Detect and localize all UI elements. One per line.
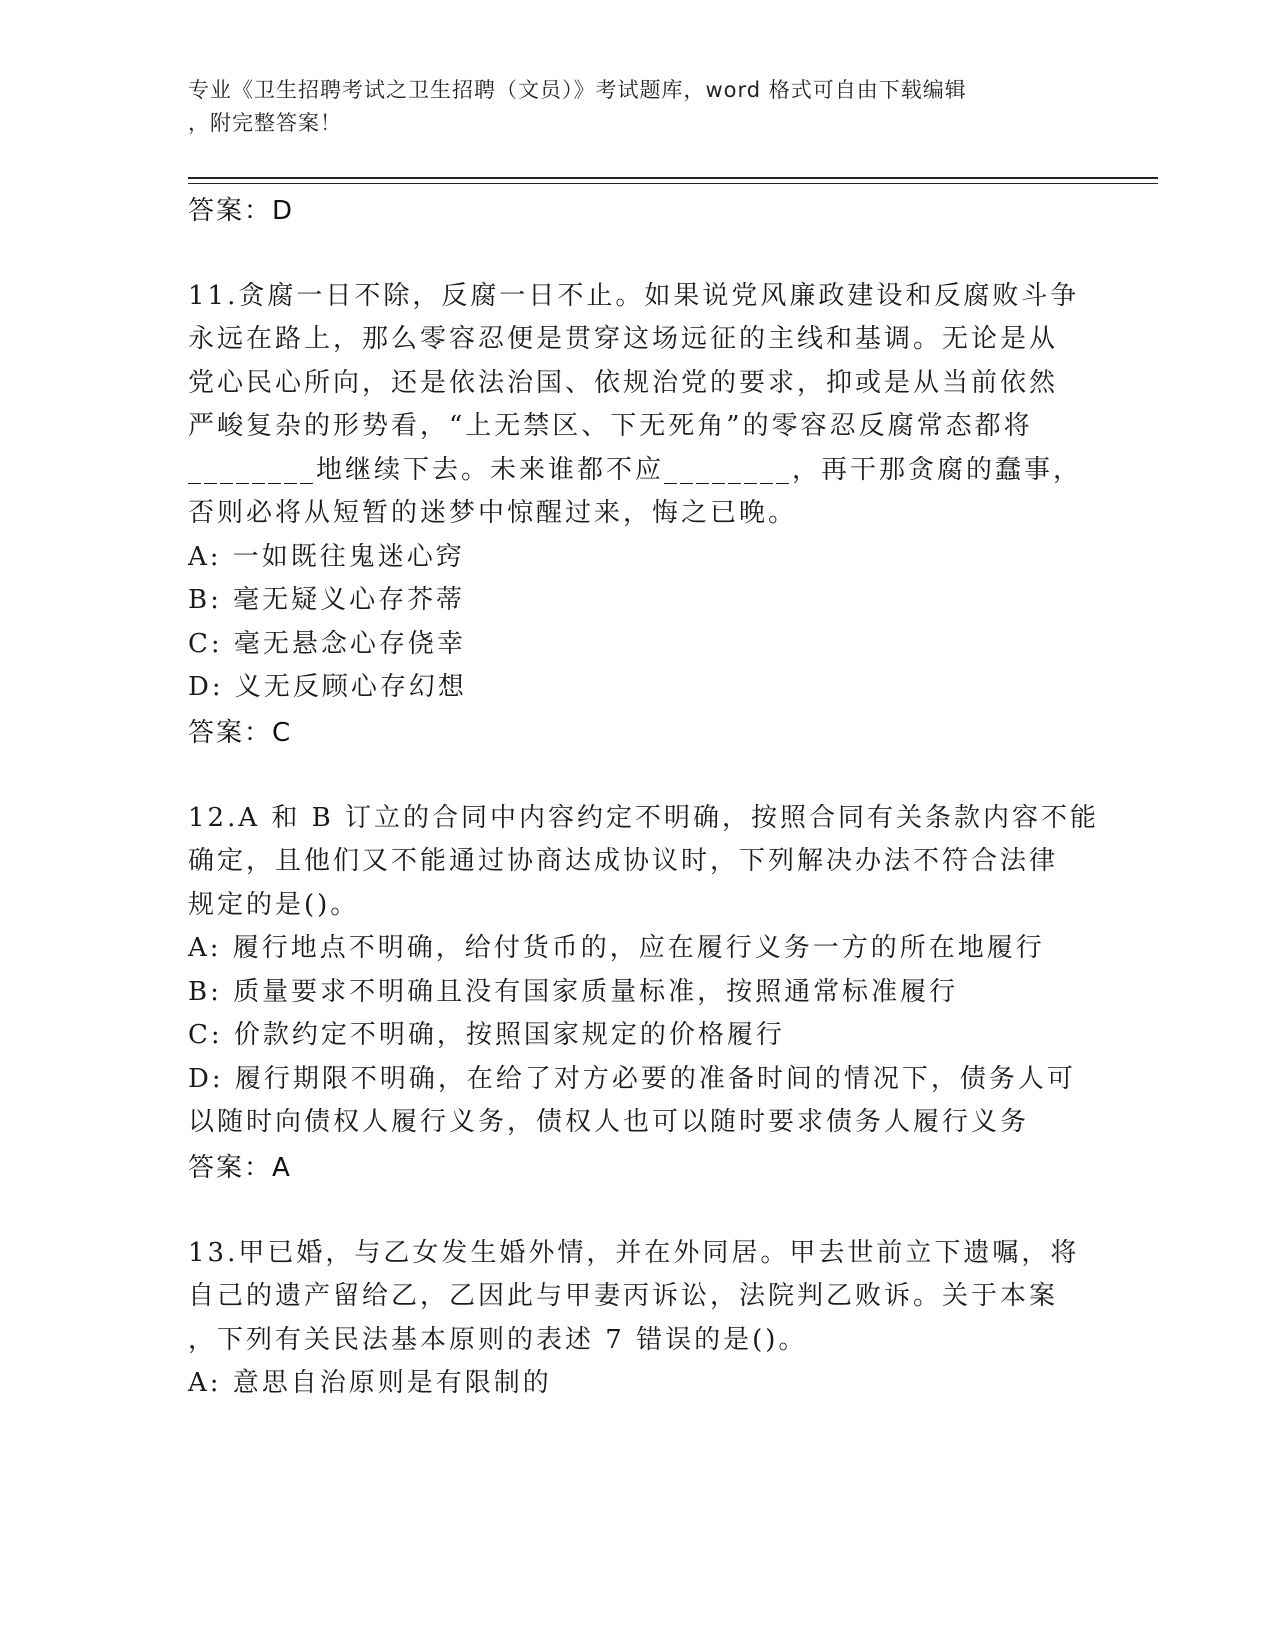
header-divider-thin xyxy=(188,183,1158,184)
q11-option-b: B: 毫无疑义心存芥蒂 xyxy=(188,585,466,615)
q12-option-c: C: 价款约定不明确，按照国家规定的价格履行 xyxy=(188,1020,785,1050)
q11-option-d: D: 义无反顾心存幻想 xyxy=(188,672,467,702)
q12-text-line: 规定的是()。 xyxy=(188,890,360,920)
q12-option-d-continued: 以随时向债权人履行义务，债权人也可以随时要求债务人履行义务 xyxy=(188,1107,1030,1137)
q11-text-line: ________地继续下去。未来谁都不应________，再干那贪腐的蠢事， xyxy=(188,455,1083,485)
document-header xyxy=(188,74,1088,140)
answer-q10: 答案：D xyxy=(188,196,295,226)
q13-text-line: 自己的遗产留给乙，乙因此与甲妻丙诉讼，法院判乙败诉。关于本案 xyxy=(188,1281,1059,1311)
q13-text-line: 13.甲已婚，与乙女发生婚外情，并在外同居。甲去世前立下遗嘱，将 xyxy=(188,1238,1080,1268)
q12-option-a: A: 履行地点不明确，给付货币的，应在履行义务一方的所在地履行 xyxy=(188,933,1045,963)
q11-text-line: 永远在路上，那么零容忍便是贯穿这场远征的主线和基调。无论是从 xyxy=(188,324,1059,354)
header-line-1: 专业《卫生招聘考试之卫生招聘（文员）》考试题库，word 格式可自由下载编辑 xyxy=(188,78,967,102)
q11-text-line: 严峻复杂的形势看，“上无禁区、下无死角”的零容忍反腐常态都将 xyxy=(188,411,1033,441)
q12-text-line: 确定，且他们又不能通过协商达成协议时，下列解决办法不符合法律 xyxy=(188,846,1059,876)
q11-text-line: 11.贪腐一日不除，反腐一日不止。如果说党风廉政建设和反腐败斗争 xyxy=(188,281,1080,311)
q12-option-b: B: 质量要求不明确且没有国家质量标准，按照通常标准履行 xyxy=(188,977,959,1007)
q11-text-line: 党心民心所向，还是依法治国、依规治党的要求，抑或是从当前依然 xyxy=(188,368,1059,398)
answer-q11: 答案：C xyxy=(188,718,293,748)
q11-option-a: A: 一如既往鬼迷心窍 xyxy=(188,542,465,572)
q11-option-c: C: 毫无悬念心存侥幸 xyxy=(188,629,466,659)
answer-q12: 答案：A xyxy=(188,1153,292,1183)
header-divider-thick xyxy=(188,177,1158,179)
q13-option-a: A: 意思自治原则是有限制的 xyxy=(188,1368,552,1398)
q12-option-d: D: 履行期限不明确，在给了对方必要的准备时间的情况下，债务人可 xyxy=(188,1064,1076,1094)
q13-text-line: ，下列有关民法基本原则的表述 7 错误的是()。 xyxy=(188,1325,808,1355)
header-line-2: ，附完整答案！ xyxy=(188,111,342,135)
q11-text-line: 否则必将从短暂的迷梦中惊醒过来，悔之已晚。 xyxy=(188,498,798,528)
q12-text-line: 12.A 和 B 订立的合同中内容约定不明确，按照合同有关条款内容不能 xyxy=(188,803,1100,833)
